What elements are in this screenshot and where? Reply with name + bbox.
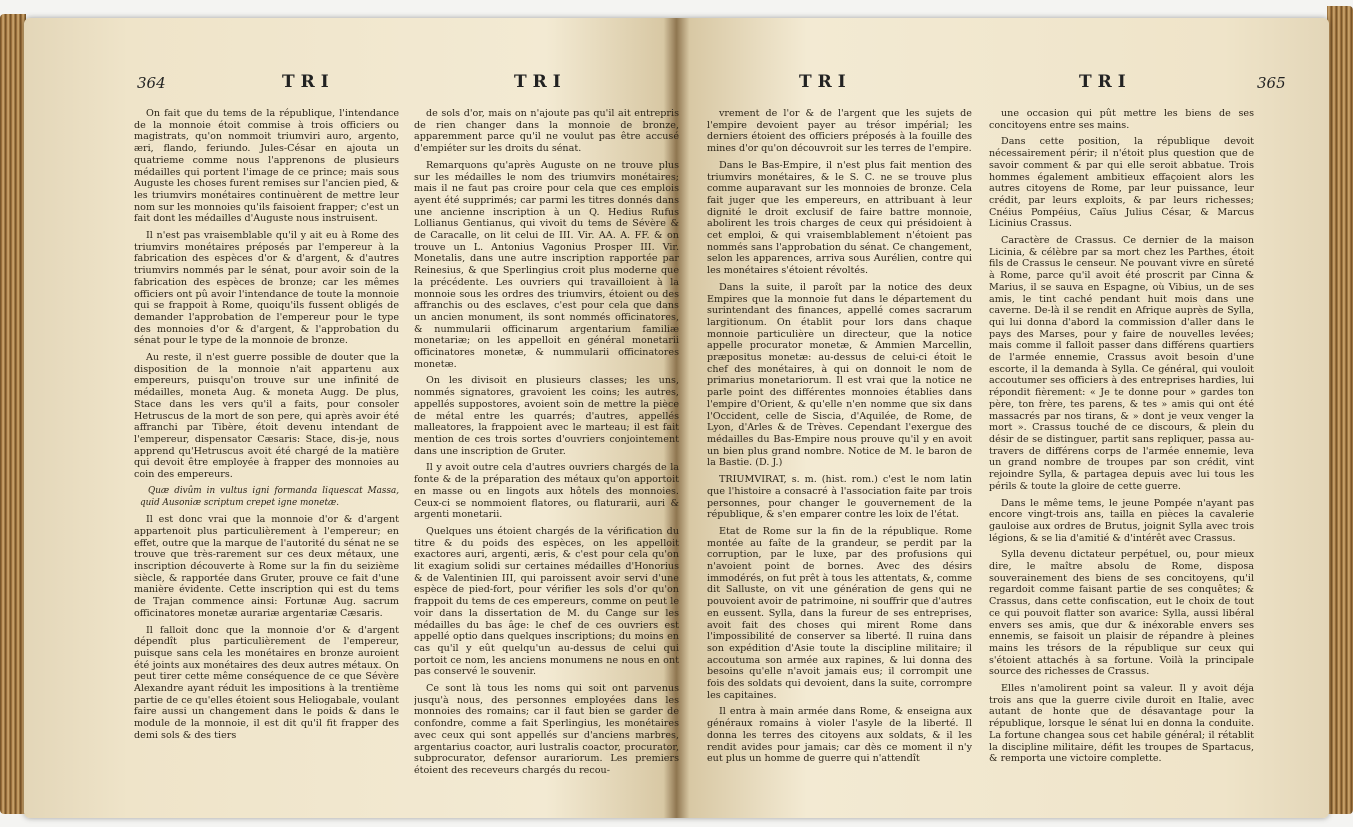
paragraph: Caractère de Crassus. Ce dernier de la maison Licinia, & célèbre par sa mort chez les Parthes, étoit fils de Crassus le censeur. Ne pouvant vivre en sûreté à Rome, parce qu'il avoit été proscrit par Cinna & Marius, il se sauva en Espagne, où Vibius, un de ses amis, le tint caché pendant huit mois dans une caverne. De-là il se rendit en Afrique auprès de Sylla, qui lui donna d'abord la commission d'aller dans le pays des Marses, pour y faire de nouvelles levées; mais comme il falloit passer dans différens quartiers de l'armée ennemie, Crassus avoit besoin d'une escorte, il la demanda à Sylla. Ce général, qui vouloit accoutumer ses officiers à des entreprises hardies, lui répondit fièrement: « Je te donne pour » gardes ton père, ton frère, tes parens, & tes » amis qui ont été massacrés par nos tirans, & » dont je veux venger la mort ». Crassus touché de ce discours, & plein du désir de se distinguer, partit sans repliquer, passa au-travers de différens corps de l'armée ennemie, leva un grand nombre de troupes par son crédit, vint rejoindre Sylla, & partagea depuis avec lui tous les périls & toute la gloire de cette guerre.: [989, 235, 1254, 492]
paragraph: vrement de l'or & de l'argent que les sujets de l'empire devoient payer au trésor impérial; les derniers étoient des officiers préposés à la fouille des mines d'or qu'on découvroit sur les terres de l'empire.: [707, 108, 972, 155]
paragraph: Il est donc vrai que la monnoie d'or & d'argent appartenoit plus particulièrement à l'empereur; en effet, outre que la marque de l'autorité du sénat ne se trouve que très-rarement sur ces deux métaux, une inscription découverte à Rome sur la fin du seizième siècle, & rapportée dans Gruter, prouve ce fait d'une manière évidente. Cette inscription qui est du tems de Trajan commence ainsi: Fortunæ Aug. sacrum officinatores monetæ aurariæ argentariæ Cæsaris.: [134, 514, 399, 619]
right-page: [679, 18, 1329, 818]
paragraph: Dans la suite, il paroît par la notice des deux Empires que la monnoie fut dans le département du surintendant des finances, appellé comes sacrarum largitionum. On établit pour lors dans chaque monnoie particulière un directeur, que la notice appelle procurator monetæ, & Ammien Marcellin, præpositus monetæ: au-dessus de celui-ci étoit le chef des monétaires, à qui on donnoit le nom de primarius monetariorum. Il est vrai que la notice ne parle point des différentes monnoies établies dans l'empire d'Orient, & qu'elle n'en nomme que six dans l'Occident, celle de Siscia, d'Aquilée, de Rome, de Lyon, d'Arles & de Trèves. Cependant l'exergue des médailles du Bas-Empire nous prouve qu'il y en avoit un bien plus grand nombre. Notice de M. le baron de la Bastie. (D. J.): [707, 281, 972, 469]
right-page-column-1: [707, 108, 972, 813]
right-page-header: [679, 72, 1329, 102]
verse-quote: Quæ divûm in vultus igni formanda liquescat Massa, quid Ausoniæ scriptum crepet igne monetæ.: [140, 485, 399, 508]
page-number: 364: [137, 74, 166, 92]
paragraph: Etat de Rome sur la fin de la république. Rome montée au faîte de la grandeur, se perdit par la corruption, par le luxe, par des profusions qui n'avoient point de bornes. Avec des désirs immodérés, on fut prêt à tous les attentats, &, comme dit Salluste, on vit une génération de gens qui ne pouvoient avoir de patrimoine, ni souffrir que d'autres en eussent. Sylla, dans la fureur de ses entreprises, avoit fait des choses qui mirent Rome dans l'impossibilité de conserver sa liberté. Il ruina dans son expédition d'Asie toute la discipline militaire; il accoutuma son armée aux rapines, & lui donna des besoins qu'elle n'avoit jamais eus; il corrompit une fois des soldats qui devoient, dans la suite, corrompre les capitaines.: [707, 525, 972, 701]
left-page-column-1: [134, 108, 399, 813]
book-edge-left: [0, 14, 26, 814]
running-head: TRI: [514, 72, 567, 92]
book-edge-right: [1327, 6, 1353, 814]
left-page: [24, 18, 679, 818]
paragraph: Dans cette position, la république devoit nécessairement périr; il n'étoit plus question que de savoir comment & par qui elle seroit abbatue. Trois hommes également ambitieux effaçoient alors les autres citoyens de Rome, par leur puissance, leur crédit, par leurs exploits, & par leurs richesses; Cnéius Pompéius, Caïus Julius César, & Marcus Licinius Crassus.: [989, 136, 1254, 230]
paragraph: Il y avoit outre cela d'autres ouvriers chargés de la fonte & de la préparation des métaux qu'on apportoit en masse ou en lingots aux hôtels des monnoies. Ceux-ci se nommoient flatores, ou flaturarii, auri & argenti monetarii.: [414, 462, 679, 521]
paragraph: Dans le Bas-Empire, il n'est plus fait mention des triumvirs monétaires, & le S. C. ne se trouve plus comme auparavant sur les monnoies de bronze. Cela fait juger que les empereurs, en attribuant à leur dignité le droit exclusif de faire battre monnoie, abolirent les trois charges de ceux qui présidoient à cet emploi, & qui vraisemblablement n'étoient pas nommés sans l'approbation du sénat. Ce changement, selon les apparences, arriva sous Aurélien, contre qui les monétaires s'étoient révoltés.: [707, 159, 972, 277]
paragraph: Sylla devenu dictateur perpétuel, ou, pour mieux dire, le maître absolu de Rome, disposa souverainement des biens de ses concitoyens, qu'il regardoit comme faisant partie de ses conquêtes; & Crassus, dans cette confiscation, eut le choix de tout ce qui pouvoit flatter son avarice: Sylla, aussi libéral envers ses amis, que dur & inéxorable envers ses ennemis, se faisoit un plaisir de répandre à pleines mains les trésors de la république sur ceux qui s'étoient attachés à sa fortune. Voilà la principale source des richesses de Crassus.: [989, 549, 1254, 678]
paragraph: TRIUMVIRAT, s. m. (hist. rom.) c'est le nom latin que l'histoire a consacré à l'association faite par trois personnes, pour changer le gouvernement de la république, & s'en emparer contre les loix de l'état.: [707, 474, 972, 521]
right-page-column-2: [989, 108, 1254, 813]
paragraph: Ce sont là tous les noms qui soit ont parvenus jusqu'à nous, des personnes employées dans les monnoies des romains; car il faut bien se garder de confondre, comme a fait Sperlingius, les monétaires avec ceux qui sont appellés sur d'anciens marbres, argentarius coactor, auri lustralis coactor, procurator, subprocurator, defensor aurariorum. Les premiers étoient des receveurs chargés du recou-: [414, 683, 679, 776]
running-head: TRI: [282, 72, 335, 92]
paragraph: Au reste, il n'est guerre possible de douter que la disposition de la monnoie n'ait appartenu aux empereurs, puisqu'on trouve sur une infinité de médailles, moneta Aug. & moneta Augg. De plus, Stace dans les vers qu'il a faits, pour consoler Hetruscus de la mort de son pere, qui après avoir été affranchi par Tibère, étoit devenu intendant de l'empereur, dispensator Cæsaris: Stace, dis-je, nous apprend qu'Hetruscus avoit été chargé de la matière qui devoit être employée à frapper des monnoies au coin des empereurs.: [134, 352, 399, 481]
paragraph: Il entra à main armée dans Rome, & enseigna aux généraux romains à violer l'asyle de la liberté. Il donna les terres des citoyens aux soldats, & il les rendit avides pour jamais; car dès ce moment il n'y eut plus un homme de guerre qui n'attendît: [707, 706, 972, 765]
paragraph: On les divisoit en plusieurs classes; les uns, nommés signatores, gravoient les coins; les autres, appellés suppostores, avoient soin de mettre la pièce de métal entre les quarrés; d'autres, appellés malleatores, la frappoient avec le marteau; il est fait mention de ces trois sortes d'ouvriers conjointement dans une inscription de Gruter.: [414, 375, 679, 457]
left-page-header: [24, 72, 674, 102]
paragraph: Remarquons qu'après Auguste on ne trouve plus sur les médailles le nom des triumvirs monétaires; mais il ne faut pas croire pour cela que ces emplois ayent été supprimés; car parmi les titres donnés dans une ancienne inscription à un Q. Hedius Rufus Lollianus Gentianus, qui vivoit du tems de Sévère & de Caracalle, on lit celui de III. Vir. AA. A. FF. & on trouve un L. Antonius Vagonius Prosper III. Vir. Monetalis, dans une autre inscription rapportée par Reinesius, & que Sperlingius croit plus moderne que la précédente. Les ouvriers qui travailloient à la monnoie sous les ordres des triumvirs, étoient ou des affranchis ou des esclaves, c'est pour cela que dans un ancien monument, ils sont nommés officinatores, & nummularii officinarum argentarium familiæ monetariæ; on les appelloit en général monetarii officinatores monetæ, & nummularii officinatores monetæ.: [414, 159, 679, 370]
paragraph: Elles n'amolirent point sa valeur. Il y avoit déja trois ans que la guerre civile duroit en Italie, avec autant de honte que de désavantage pour la république, lorsque le sénat lui en donna la conduite. La fortune changea sous cet habile général; il rétablit la discipline militaire, défit les troupes de Spartacus, & remporta une victoire complette.: [989, 683, 1254, 765]
running-head: TRI: [799, 72, 852, 92]
paragraph: Il falloit donc que la monnoie d'or & d'argent dépendît plus particulièrement de l'empereur, puisque sans cela les monétaires en bronze auroient été joints aux monétaires des deux autres métaux. On peut tirer cette même conséquence de ce que Sévère Alexandre ayant réduit les impositions à la trentième partie de ce qu'elles étoient sous Heliogabale, voulant faire aussi un changement dans le poids & dans le module de la monnoie, il est dit qu'il fit frapper des demi sols & des tiers: [134, 624, 399, 741]
paragraph: Quelques uns étoient chargés de la vérification du titre & du poids des espèces, on les appelloit exactores auri, argenti, æris, & c'est pour cela qu'on lit exagium solidi sur certaines médailles d'Honorius & de Valentinien III, qui paroissent avoir servi d'une espèce de pied-fort, pour vérifier les sols d'or qu'on frappoit du tems de ces empereurs, comme on peut le voir dans la dissertation de M. du Cange sur les médailles du bas âge: le chef de ces ouvriers est appellé optio dans quelques inscriptions; du moins en cas qu'il y eût quelqu'un au-dessus de celui qui portoit ce nom, les anciens monumens ne nous en ont pas conservé le souvenir.: [414, 525, 679, 678]
paragraph: On fait que du tems de la république, l'intendance de la monnoie étoit commise à trois officiers ou magistrats, qu'on nommoit triumviri auro, argento, æri, flando, feriundo. Jules-César en ajouta un quatrieme comme nous l'apprenons de plusieurs médailles qui portent l'image de ce prince; mais sous Auguste les choses furent remises sur l'ancien pied, & les triumvirs monétaires continuèrent de mettre leur nom sur les monnoies qu'ils faisoient frapper; c'est un fait dont les médailles d'Auguste nous instruisent.: [134, 108, 399, 225]
open-book: [24, 18, 1329, 818]
paragraph: de sols d'or, mais on n'ajoute pas qu'il ait entrepris de rien changer dans la monnoie de bronze, apparemment parce qu'il ne voulut pas être accusé d'empiéter sur les droits du sénat.: [414, 108, 679, 155]
paragraph: une occasion qui pût mettre les biens de ses concitoyens entre ses mains.: [989, 108, 1254, 131]
left-page-column-2: [414, 108, 679, 813]
paragraph: Dans le même tems, le jeune Pompée n'ayant pas encore vingt-trois ans, tailla en pièces la cavalerie gauloise aux ordres de Brutus, joignit Sylla avec trois légions, & se lia d'amitié & d'intérêt avec Crassus.: [989, 497, 1254, 544]
page-number: 365: [1257, 74, 1286, 92]
paragraph: Il n'est pas vraisemblable qu'il y ait eu à Rome des triumvirs monétaires préposés par l'empereur à la fabrication des espèces d'or & d'argent, & d'autres triumvirs nommés par le sénat, pour avoir soin de la fabrication des espèces de bronze; car les mêmes officiers ont pû avoir l'intendance de toute la monnoie qui se frappoit à Rome, quoiqu'ils fussent obligés de demander l'approbation de l'empereur pour le type des monnoies d'or & d'argent, & l'approbation du sénat pour le type de la monnoie de bronze.: [134, 230, 399, 347]
running-head: TRI: [1079, 72, 1132, 92]
